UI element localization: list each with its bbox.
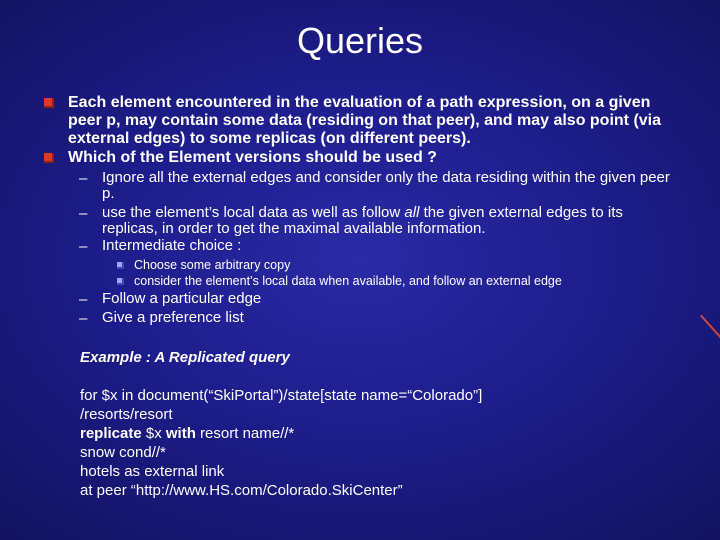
code-text: resort name//* — [195, 425, 295, 442]
third-level-text: Choose some arbitrary copy — [134, 258, 291, 272]
code-keyword: with — [165, 425, 196, 442]
sub-item-text: Give a preference list — [102, 309, 244, 326]
sub-item-text-part: the given external edges to its replicas, in order to get the maximal available information. — [102, 204, 623, 237]
code-line: hotels as external link — [80, 463, 225, 480]
code-line — [80, 424, 294, 443]
decorative-line — [700, 315, 720, 348]
sub-item-text — [102, 205, 682, 237]
emphasis-text: all — [404, 204, 420, 221]
dash-marker: – — [79, 238, 88, 255]
code-line: /resorts/resort — [80, 406, 173, 423]
code-line: at peer “http://www.HS.com/Colorado.SkiCenter” — [80, 482, 403, 499]
third-level-text: consider the element’s local data when available, and follow an external edge — [134, 274, 562, 288]
bullet-square-icon — [44, 98, 54, 108]
sub-item-text-part: use the element’s local data as well as follow — [102, 204, 405, 221]
small-square-bullet-icon — [117, 278, 124, 285]
code-line: for $x in document(“SkiPortal”)/state[state name=“Colorado”] — [80, 387, 483, 404]
bullet-text: Which of the Element versions should be used ? — [68, 149, 437, 166]
small-square-bullet-icon — [117, 262, 124, 269]
dash-marker: – — [79, 205, 88, 222]
sub-item-text: Ignore all the external edges and consider only the data residing within the given peer p. — [102, 169, 670, 202]
code-keyword: replicate — [80, 425, 142, 442]
dash-marker: – — [79, 310, 88, 327]
dash-marker: – — [79, 170, 88, 187]
sub-item-text: Follow a particular edge — [102, 290, 262, 307]
dash-marker: – — [79, 291, 88, 308]
slide-title: Queries — [296, 20, 424, 61]
bullet-square-icon — [44, 153, 54, 163]
code-line: snow cond//* — [80, 444, 166, 461]
code-text: $x — [141, 425, 166, 442]
example-heading: Example : A Replicated query — [80, 349, 290, 366]
bullet-text: Each element encountered in the evaluation of a path expression, on a given peer p, may contain some data (residing on that peer), and may also point (via external edges) to some replicas (on different peers). — [68, 94, 662, 147]
sub-item-text: Intermediate choice : — [102, 237, 242, 254]
